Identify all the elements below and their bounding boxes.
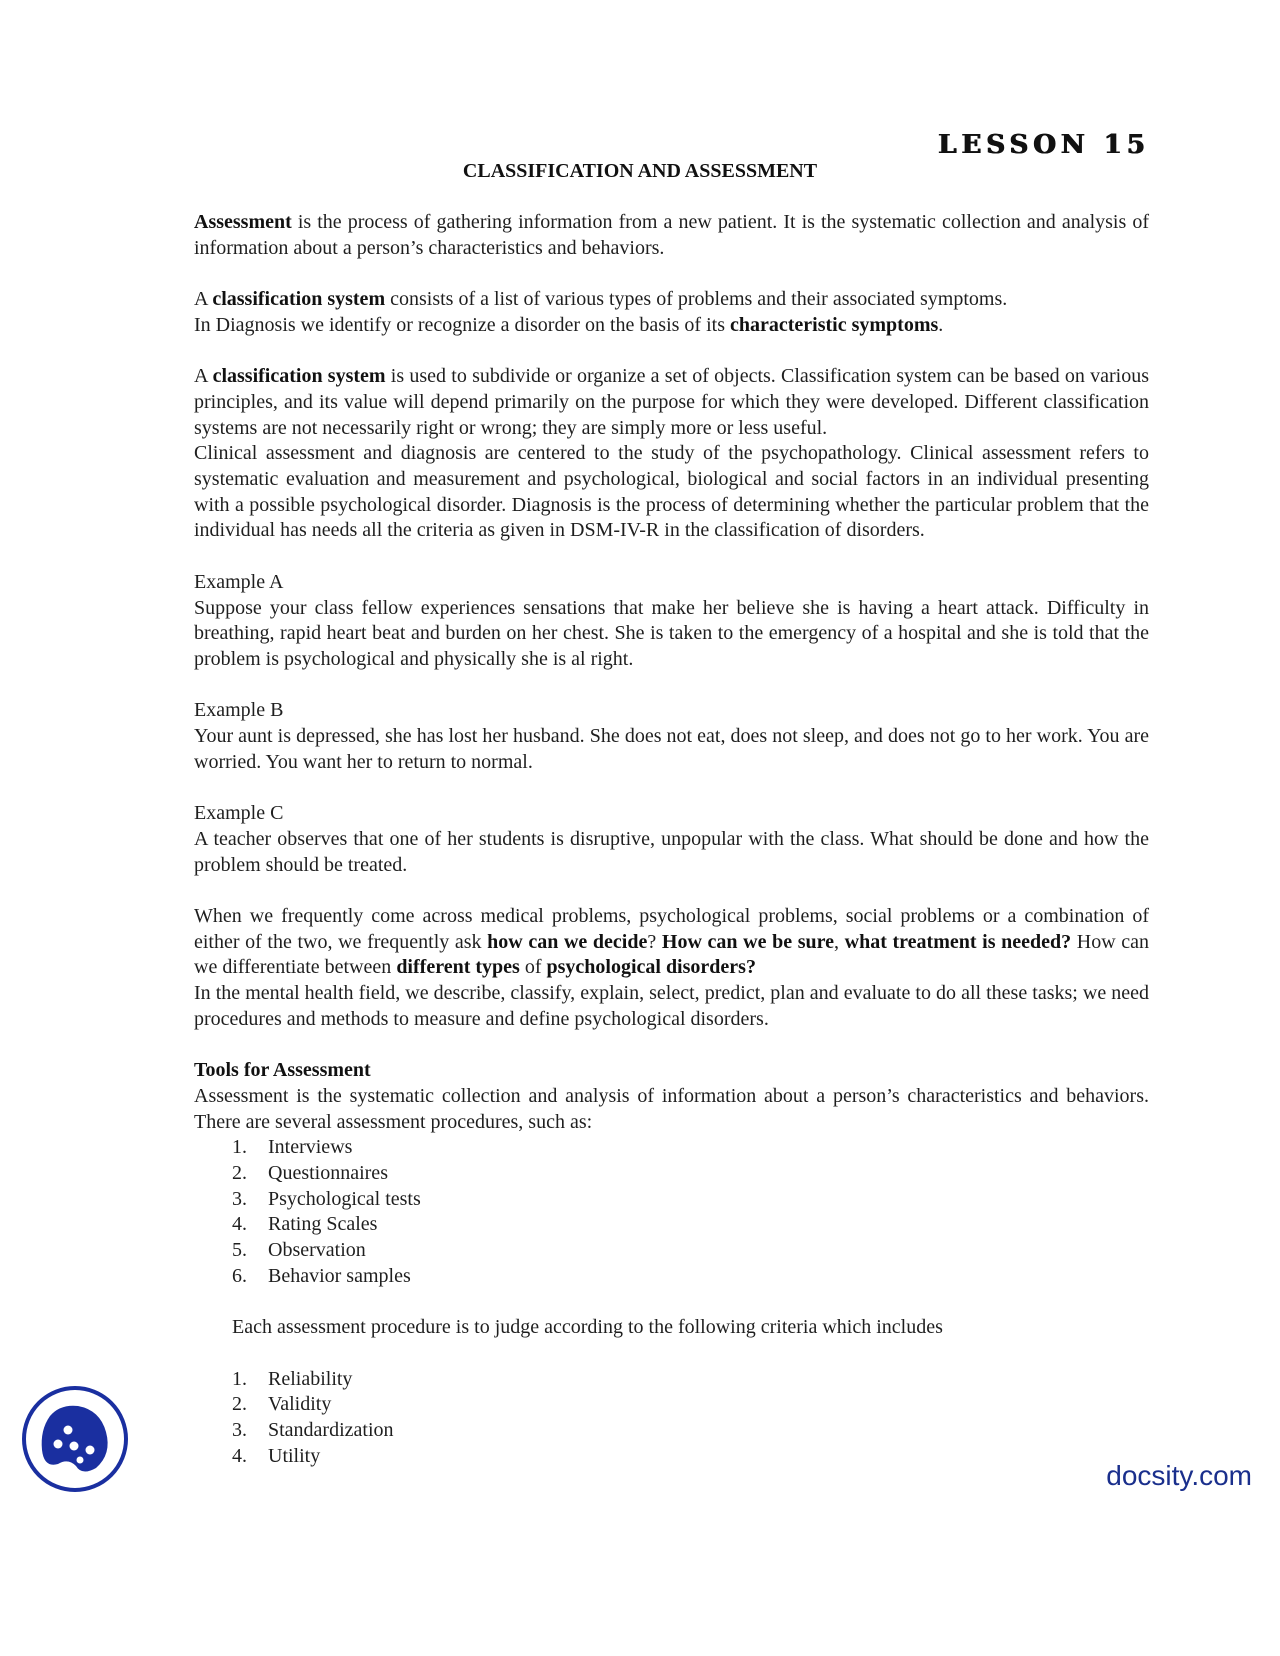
bold-phrase: psychological disorders?	[546, 956, 756, 979]
list-item-text: Questionnaires	[268, 1161, 388, 1184]
list-item	[194, 1367, 1149, 1393]
list-item-text: Standardization	[268, 1418, 394, 1441]
section-heading-text: Tools for Assessment	[194, 1059, 371, 1082]
list-number: 6.	[232, 1264, 247, 1287]
example-b-text: Your aunt is depressed, she has lost her husband. She does not eat, does not sleep, and does not go to her work. You are worried. You want her to return to normal.	[194, 725, 1149, 773]
paragraph-assessment	[194, 210, 1149, 261]
paragraph-text: ?	[647, 930, 662, 953]
paragraph-classification-purpose	[194, 364, 1149, 441]
example-b-label: Example B	[194, 699, 284, 722]
list-item	[194, 1187, 1149, 1213]
list-number: 5.	[232, 1239, 247, 1262]
bold-phrase: How can we be sure	[661, 930, 835, 953]
list-item-text: Psychological tests	[268, 1187, 421, 1210]
list-item	[194, 1161, 1149, 1187]
document-title: CLASSIFICATION AND ASSESSMENT	[462, 160, 818, 182]
list-number: 1.	[232, 1136, 247, 1159]
paragraph-text: is the process of gathering information from a new patient. It is the systematic collection and analysis of information about a person’s characteristics and behaviors.	[194, 211, 1149, 259]
example-a-text: Suppose your class fellow experiences sensations that make her believe she is having a heart attack. Difficulty in breathing, rapid heart beat and burden on her chest. She is taken to the emergency of a hospital and she is told that the problem is psychological and physically she is al right.	[194, 596, 1149, 670]
paragraph-text: consists of a list of various types of problems and their associated symptoms.	[385, 288, 1008, 311]
paragraph-tools-intro: Assessment is the systematic collection and analysis of information about a person’s characteristics and behaviors. There are several assessment procedures, such as:	[194, 1084, 1149, 1133]
term-assessment: Assessment	[194, 211, 292, 233]
docsity-logo-icon[interactable]	[20, 1384, 130, 1494]
paragraph-text: .	[938, 313, 944, 336]
document-body	[194, 210, 1149, 1469]
list-item	[194, 1444, 1149, 1470]
paragraph-text: How can we differentiate between	[194, 930, 1150, 979]
bold-phrase: how can we decide	[487, 930, 648, 953]
list-item-text: Validity	[268, 1393, 332, 1416]
paragraph-diagnosis	[194, 313, 1149, 339]
lesson-number: LESSON 15	[938, 130, 1150, 160]
example-c-text: A teacher observes that one of her students is disruptive, unpopular with the class. What should be done and how the problem should be treated.	[194, 827, 1149, 876]
list-item-text: Reliability	[268, 1367, 353, 1390]
list-number: 4.	[232, 1444, 247, 1467]
procedures-list	[194, 1135, 1149, 1289]
criteria-list	[194, 1367, 1149, 1470]
example-c-label: Example C	[194, 802, 284, 825]
list-item	[194, 1135, 1149, 1161]
list-item	[194, 1264, 1149, 1290]
paragraph-classification-list	[194, 287, 1149, 313]
bold-phrase: different types	[396, 956, 520, 979]
paragraph-clinical-assessment: Clinical assessment and diagnosis are centered to the study of the psychopathology. Clinical assessment refers to systematic evaluation and measurement and psychological, biological and social factors in an individual presenting with a possible psychological disorder. Diagnosis is the process of determining whether the particular problem that the individual has needs all the criteria as given in DSM-IV-R in the classification of disorders.	[194, 442, 1149, 542]
list-number: 2.	[232, 1161, 247, 1184]
docsity-brand-link[interactable]: docsity.com	[1106, 1460, 1252, 1491]
paragraph-text: When we frequently come across medical problems, psychological problems, social problems or a combination of either of the two, we frequently ask	[194, 904, 1149, 953]
list-item-text: Rating Scales	[268, 1213, 378, 1236]
list-number: 4.	[232, 1213, 247, 1236]
section-heading-tools	[194, 1058, 1149, 1084]
term-classification-system: classification system	[212, 288, 386, 311]
paragraph-text: A	[194, 288, 213, 311]
paragraph-questions	[194, 904, 1149, 981]
paragraph-text: of	[519, 956, 547, 979]
list-item	[194, 1212, 1149, 1238]
example-a-label: Example A	[194, 570, 284, 593]
paragraph-text: ,	[834, 930, 845, 953]
list-item-text: Utility	[268, 1444, 321, 1467]
list-number: 2.	[232, 1393, 247, 1416]
paragraph-text: A	[194, 365, 213, 388]
list-item-text: Interviews	[268, 1136, 353, 1159]
term-characteristic-symptoms: characteristic symptoms	[729, 313, 939, 336]
list-number: 3.	[232, 1418, 247, 1441]
list-item	[194, 1418, 1149, 1444]
bold-phrase: what treatment is needed?	[844, 930, 1072, 953]
list-item	[194, 1392, 1149, 1418]
list-item-text: Observation	[268, 1239, 366, 1262]
list-item	[194, 1238, 1149, 1264]
term-classification-system: classification system	[212, 365, 386, 388]
paragraph-criteria-intro: Each assessment procedure is to judge according to the following criteria which includes	[232, 1316, 943, 1339]
list-number: 1.	[232, 1367, 247, 1390]
list-number: 3.	[232, 1187, 247, 1210]
paragraph-text: In Diagnosis we identify or recognize a disorder on the basis of its	[194, 313, 730, 336]
list-item-text: Behavior samples	[268, 1264, 411, 1287]
paragraph-mental-health: In the mental health field, we describe, classify, explain, select, predict, plan and evaluate to do all these tasks; we need procedures and methods to measure and define psychological disorders.	[194, 982, 1149, 1030]
paragraph-text: is used to subdivide or organize a set of objects. Classification system can be based on various principles, and its value will depend primarily on the purpose for which they were developed. Different classification systems are not necessarily right or wrong; they are simply more or less useful.	[194, 365, 1149, 439]
